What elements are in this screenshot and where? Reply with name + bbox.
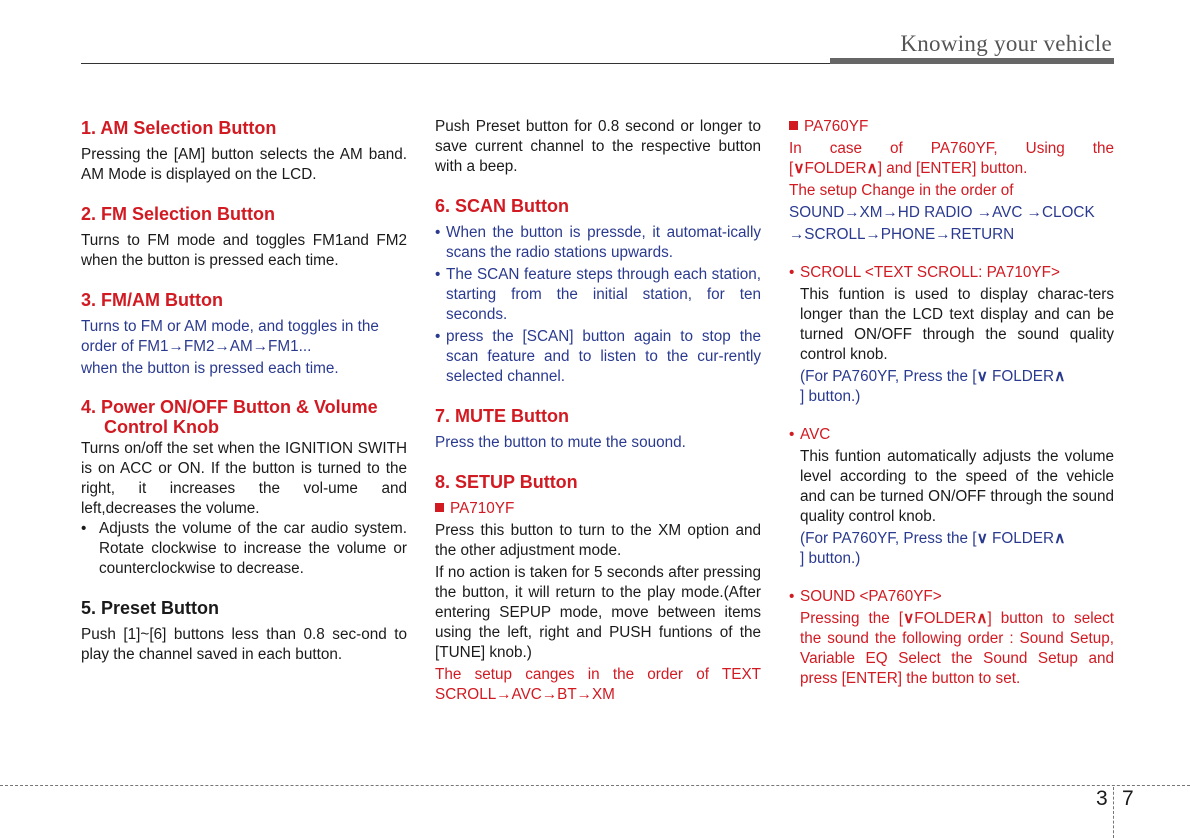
intro-line <box>789 159 1114 179</box>
order-line: →SCROLL→PHONE→RETURN <box>789 226 1015 243</box>
section-body: This funtion is used to display charac-ters longer than the LCD text display and can be turned ON/OFF through the sound quality control knob. <box>800 286 1114 363</box>
section-preset <box>81 597 407 665</box>
section-body: The setup canges in the order of TEXT SCROLL→AVC→BT→XM <box>435 666 761 703</box>
section-fm-am <box>81 289 407 379</box>
section-power-volume <box>81 397 407 579</box>
section-am-selection <box>81 117 407 185</box>
intro-tail: ] and [ENTER] button. <box>877 160 1028 177</box>
folder-word: FOLDER <box>992 368 1055 385</box>
header-accent-bar <box>830 58 1114 64</box>
section-body: Press this button to turn to the XM option and the other adjustment mode. <box>435 522 761 559</box>
note-line <box>800 367 1114 407</box>
chevron-up-icon: ∧ <box>976 610 988 627</box>
page-number-separator <box>1113 787 1114 838</box>
section-title: 2. FM Selection Button <box>81 204 276 224</box>
page-section-number: 3 <box>1096 787 1108 810</box>
model-label <box>435 499 761 519</box>
bullet-item: • When the button is pressde, it automat-ically scans the radio stations upwards. <box>435 223 761 263</box>
section-body: when the button is pressed each time. <box>81 360 339 377</box>
bullet-content <box>789 447 1114 569</box>
intro-line: The setup Change in the order of <box>789 182 1014 199</box>
chevron-up-icon: ∧ <box>1054 368 1066 385</box>
section-body: Press the button to mute the souond. <box>435 434 686 451</box>
header-title: Knowing your vehicle <box>900 31 1112 56</box>
bullet-title: • SCROLL <TEXT SCROLL: PA710YF> <box>789 263 1114 283</box>
section-avc <box>789 425 1114 569</box>
bullet-list <box>435 223 761 387</box>
page-number: 7 <box>1122 787 1134 810</box>
bullet-list <box>789 263 1114 283</box>
chevron-up-icon: ∧ <box>1054 530 1066 547</box>
square-bullet-icon <box>435 503 444 512</box>
bullet-item: • Adjusts the volume of the car audio system. Rotate clockwise to increase the volume or counterclockwise to decrease. <box>81 519 407 579</box>
section-title: 1. AM Selection Button <box>81 118 277 138</box>
folder-word: FOLDER <box>804 160 867 177</box>
section-scroll <box>789 263 1114 407</box>
section-preset-continued <box>435 117 761 177</box>
bullet-content <box>789 285 1114 407</box>
section-mute <box>435 405 761 453</box>
chevron-down-icon: ∨ <box>903 610 915 627</box>
section-body <box>800 609 1114 689</box>
section-title <box>81 397 407 437</box>
note-post: ] button.) <box>800 388 861 405</box>
section-title: 6. SCAN Button <box>435 196 569 216</box>
section-scan <box>435 195 761 387</box>
bracket-open: [ <box>789 160 794 177</box>
square-bullet-icon <box>789 121 798 130</box>
section-title-line1: 4. Power ON/OFF Button & Volume <box>81 397 378 417</box>
section-body: Turns to FM or AM mode, and toggles in the order of FM1→FM2→AM→FM1... <box>81 318 379 355</box>
model-label <box>789 117 1114 137</box>
bullet-list <box>789 587 1114 607</box>
note-line <box>800 529 1114 569</box>
section-body: Pressing the [AM] button selects the AM band. AM Mode is displayed on the LCD. <box>81 146 407 183</box>
chevron-up-icon: ∧ <box>866 160 878 177</box>
bullet-list <box>789 425 1114 445</box>
model-name: PA760YF <box>804 118 869 135</box>
sound-pre: Pressing the [ <box>800 610 904 627</box>
folder-word: FOLDER <box>992 530 1055 547</box>
sound-post: ] button to select the sound the following order : Sound Setup, Variable EQ Select the Sound Setup and press [ENTER] the button to set. <box>800 610 1115 687</box>
bullet-item: • The SCAN feature steps through each station, starting from the initial station, for ten seconds. <box>435 265 761 325</box>
column-middle <box>435 117 761 723</box>
section-body: If no action is taken for 5 seconds after pressing the button, it will return to the play mode.(After entering SEPUP mode, move between items using the left, right and PUSH funtions of the [TUNE] knob.) <box>435 564 761 661</box>
folder-word: FOLDER <box>914 610 977 627</box>
section-pa760yf <box>789 117 1114 245</box>
section-title: 8. SETUP Button <box>435 472 578 492</box>
note-post: ] button.) <box>800 550 861 567</box>
bullet-title: • SOUND <PA760YF> <box>789 587 1114 607</box>
column-right <box>789 117 1114 707</box>
section-fm-selection <box>81 203 407 271</box>
footer-divider <box>0 785 1190 786</box>
section-title: 7. MUTE Button <box>435 406 569 426</box>
bullet-list <box>81 519 407 579</box>
chevron-down-icon: ∨ <box>976 530 988 547</box>
section-setup <box>435 471 761 705</box>
intro-line: In case of PA760YF, Using the <box>789 140 1114 157</box>
section-body: Turns on/off the set when the IGNITION SWITH is on ACC or ON. If the button is turned to the right, it increases the vol-ume and left,decreases the volume. <box>81 440 407 517</box>
section-sound <box>789 587 1114 689</box>
note-pre: (For PA760YF, Press the [ <box>800 368 977 385</box>
section-body: Turns to FM mode and toggles FM1and FM2 when the button is pressed each time. <box>81 232 407 269</box>
section-body: Push [1]~[6] buttons less than 0.8 sec-ond to play the channel saved in each button. <box>81 626 407 663</box>
note-pre: (For PA760YF, Press the [ <box>800 530 977 547</box>
bullet-content <box>789 609 1114 689</box>
section-body: Push Preset button for 0.8 second or longer to save current channel to the respective button with a beep. <box>435 118 761 175</box>
section-title: 5. Preset Button <box>81 598 220 618</box>
section-title-line2: Control Knob <box>104 417 219 437</box>
order-line: SOUND→XM→HD RADIO →AVC →CLOCK <box>789 204 1095 221</box>
column-left <box>81 117 407 683</box>
section-body: This funtion automatically adjusts the volume level according to the speed of the vehicle and can be turned ON/OFF through the sound quality control knob. <box>800 448 1114 525</box>
chevron-down-icon: ∨ <box>976 368 988 385</box>
bullet-item: • press the [SCAN] button again to stop the scan feature and to listen to the cur-rently selected channel. <box>435 327 761 387</box>
model-name: PA710YF <box>450 500 515 517</box>
section-title: 3. FM/AM Button <box>81 290 223 310</box>
bullet-title: • AVC <box>789 425 1114 445</box>
chevron-down-icon: ∨ <box>793 160 805 177</box>
